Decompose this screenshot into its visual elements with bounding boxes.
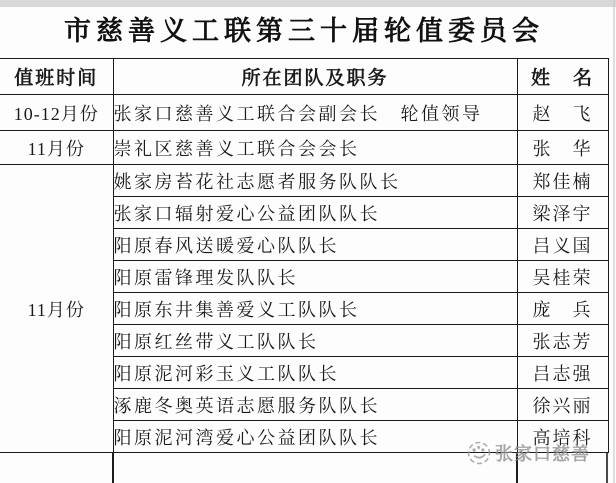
- name-cell: 张 华: [517, 131, 608, 165]
- name-cell: 郑佳楠: [517, 165, 608, 197]
- watermark-text: 张家口慈善: [495, 444, 590, 464]
- team-role-cell: 阳原雷锋理发队队长: [113, 261, 517, 293]
- team-role-cell: 阳原春风送暖爱心队队长: [113, 229, 517, 261]
- charity-stamp-icon: [463, 437, 495, 469]
- duty-time-cell: 11月份: [0, 131, 113, 165]
- page-title: 市慈善义工联第三十届轮值委员会: [64, 16, 544, 46]
- watermark: [466, 440, 590, 466]
- cutoff-row-divider: [112, 452, 114, 483]
- name-cell: 吕义国: [517, 229, 608, 261]
- name-cell: 高培科: [517, 421, 608, 453]
- team-role-cell: 姚家房苔花社志愿者服务队队长: [113, 165, 517, 197]
- header-duty-time: 值班时间: [0, 59, 113, 95]
- name-cell: 梁泽宇: [517, 197, 608, 229]
- duty-time-cell: 10-12月份: [0, 95, 113, 131]
- name-cell: 徐兴丽: [517, 389, 608, 421]
- table-header-row: [0, 59, 608, 95]
- team-role-cell: 阳原泥河湾爱心公益团队队长: [113, 421, 517, 453]
- top-crop-strip: [0, 0, 616, 7]
- right-crop-edge: [613, 0, 615, 483]
- table-row: [0, 131, 608, 165]
- name-cell: 庞 兵: [517, 293, 608, 325]
- team-role-cell: 张家口慈善义工联合会副会长 轮值领导: [113, 95, 517, 131]
- name-cell: 吕志强: [517, 357, 608, 389]
- team-role-cell: 阳原东井集善爱义工队队长: [113, 293, 517, 325]
- merged-duty-time-cell: 11月份: [0, 165, 113, 453]
- committee-table: [0, 58, 609, 453]
- name-cell: 张志芳: [517, 325, 608, 357]
- cutoff-row-divider: [606, 452, 608, 483]
- name-cell: 吴桂荣: [517, 261, 608, 293]
- table-row: [0, 165, 608, 197]
- team-role-cell: 涿鹿冬奥英语志愿服务队队长: [113, 389, 517, 421]
- name-cell: 赵 飞: [517, 95, 608, 131]
- team-role-cell: 张家口辐射爱心公益团队队长: [113, 197, 517, 229]
- team-role-cell: 阳原红丝带义工队队长: [113, 325, 517, 357]
- table-row: [0, 95, 608, 131]
- team-role-cell: 阳原泥河彩玉义工队队长: [113, 357, 517, 389]
- team-role-cell: 崇礼区慈善义工联合会会长: [113, 131, 517, 165]
- header-name: 姓 名: [517, 59, 608, 95]
- header-team-role: 所在团队及职务: [113, 59, 517, 95]
